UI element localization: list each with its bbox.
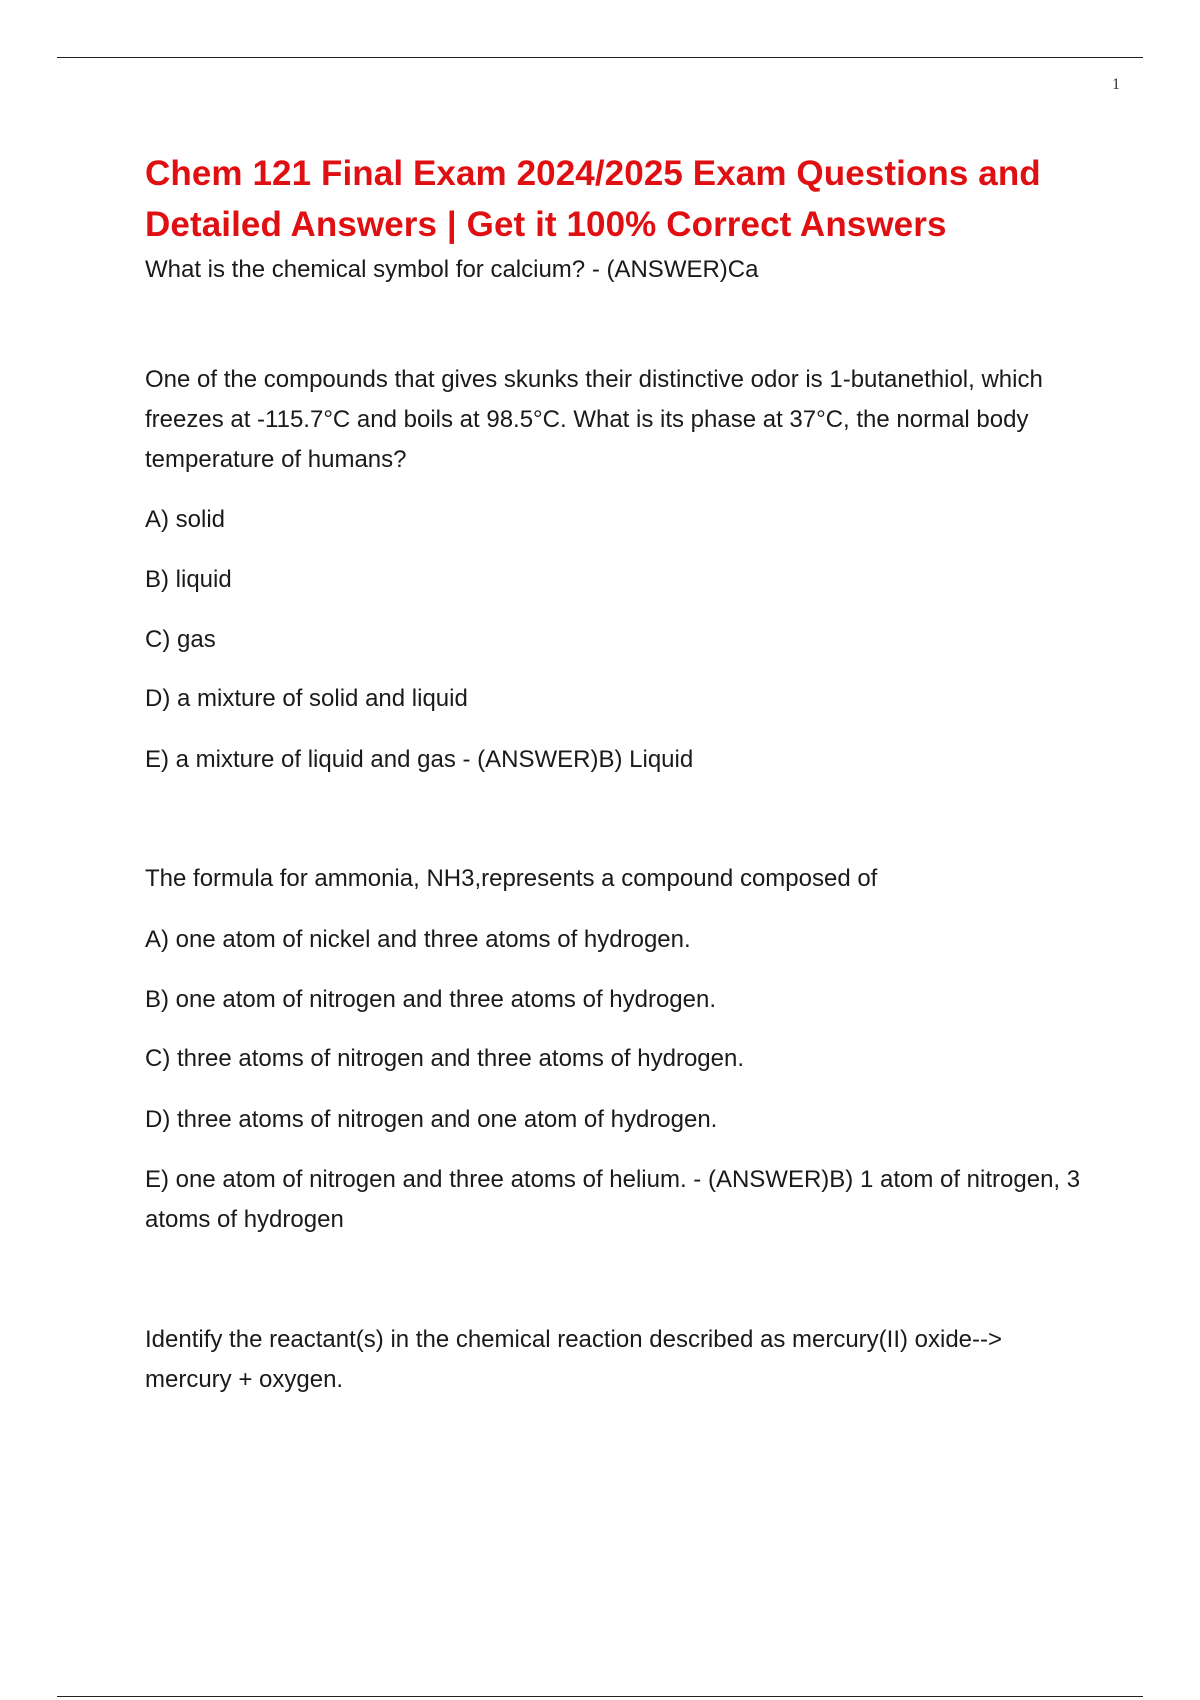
- option: A) one atom of nickel and three atoms of hydrogen.: [145, 926, 691, 953]
- question-2-block: [145, 360, 1095, 480]
- question-2-option-b: [145, 560, 1095, 600]
- question-3-option-b: [145, 980, 1095, 1020]
- question-3-option-c: [145, 1039, 1095, 1079]
- question-3-option-d: [145, 1100, 1095, 1140]
- question-4-text: Identify the reactant(s) in the chemical reaction described as mercury(II) oxide--> mercury + oxygen.: [145, 1326, 1003, 1393]
- footer-rule: [57, 1696, 1143, 1697]
- option: E) one atom of nitrogen and three atoms of helium. - (ANSWER)B) 1 atom of nitrogen, 3 atoms of hydrogen: [145, 1166, 1081, 1233]
- option: E) a mixture of liquid and gas - (ANSWER)B) Liquid: [145, 746, 694, 773]
- option: A) solid: [145, 506, 226, 533]
- question-3-text: The formula for ammonia, NH3,represents a compound composed of: [145, 865, 878, 892]
- page-number: 1: [1112, 76, 1120, 93]
- option: C) gas: [145, 626, 216, 653]
- question-4-block: [145, 1320, 1095, 1400]
- question-3-option-a: [145, 920, 1095, 960]
- document-body: [145, 148, 1095, 1393]
- question-2-option-d: [145, 679, 1095, 719]
- question-2-text: One of the compounds that gives skunks their distinctive odor is 1-butanethiol, which freezes at -115.7°C and boils at 98.5°C. What is its phase at 37°C, the normal body temperature of humans?: [145, 366, 1043, 473]
- option: B) liquid: [145, 566, 232, 593]
- option: C) three atoms of nitrogen and three atoms of hydrogen.: [145, 1045, 745, 1072]
- question-1: What is the chemical symbol for calcium? - (ANSWER)Ca: [145, 256, 759, 283]
- header-rule: [57, 57, 1143, 58]
- option: B) one atom of nitrogen and three atoms of hydrogen.: [145, 986, 717, 1013]
- option: D) a mixture of solid and liquid: [145, 685, 468, 712]
- question-3-block: [145, 859, 1095, 899]
- question-2-option-e: [145, 740, 1095, 780]
- option: D) three atoms of nitrogen and one atom of hydrogen.: [145, 1106, 718, 1133]
- document-title: Chem 121 Final Exam 2024/2025 Exam Questions and Detailed Answers | Get it 100% Correct Answers: [145, 154, 1041, 244]
- question-3-option-e: [145, 1160, 1095, 1240]
- question-2-option-c: [145, 620, 1095, 660]
- question-2-option-a: [145, 500, 1095, 540]
